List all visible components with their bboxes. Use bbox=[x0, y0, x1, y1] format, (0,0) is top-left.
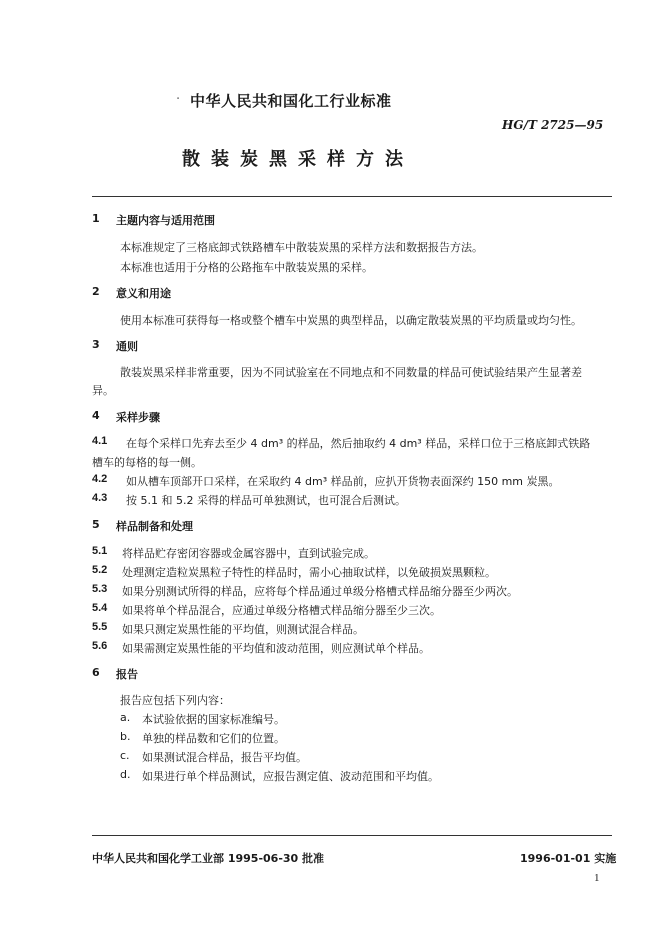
clause-number: 5.4 bbox=[92, 602, 108, 614]
clause-number: 5.5 bbox=[92, 621, 108, 633]
section-5-title: 样品制备和处理 bbox=[116, 520, 193, 533]
clause-number: 4.3 bbox=[92, 492, 108, 504]
list-marker: d. bbox=[120, 768, 131, 781]
section-4-number: 4 bbox=[92, 409, 100, 422]
section-3-line: 异。 bbox=[92, 384, 114, 397]
clause-number: 5.3 bbox=[92, 583, 108, 595]
section-6-title: 报告 bbox=[116, 668, 138, 681]
clause-text: 如果只测定炭黑性能的平均值，则测试混合样品。 bbox=[122, 623, 364, 636]
effective-date: 1996-01-01 实施 bbox=[520, 852, 617, 865]
page-number: 1 bbox=[594, 872, 600, 884]
clause-text: 槽车的每格的每一侧。 bbox=[92, 456, 202, 469]
clause-text: 如果分别测试所得的样品，应将每个样品通过单级分格槽式样品缩分器至少两次。 bbox=[122, 585, 518, 598]
clause-number: 4.1 bbox=[92, 435, 108, 447]
footer-divider bbox=[92, 835, 612, 836]
clause-number: 5.6 bbox=[92, 640, 108, 652]
report-intro: 报告应包括下列内容： bbox=[120, 694, 230, 707]
section-3-line: 散装炭黑采样非常重要，因为不同试验室在不同地点和不同数量的样品可使试验结果产生显著差 bbox=[120, 366, 582, 379]
section-4-title: 采样步骤 bbox=[116, 411, 160, 424]
clause-number: 4.2 bbox=[92, 473, 108, 485]
clause-text: 如果将单个样品混合，应通过单级分格槽式样品缩分器至少三次。 bbox=[122, 604, 441, 617]
header-divider bbox=[92, 196, 612, 197]
section-1-title: 主题内容与适用范围 bbox=[116, 214, 215, 227]
list-item: 如果进行单个样品测试，应报告测定值、波动范围和平均值。 bbox=[142, 770, 439, 783]
section-5-number: 5 bbox=[92, 518, 100, 531]
section-3-number: 3 bbox=[92, 338, 100, 351]
section-6-number: 6 bbox=[92, 666, 100, 679]
clause-text: 如从槽车顶部开口采样，在采取约 4 dm³ 样品前，应扒开货物表面深约 150 mm 炭黑。 bbox=[126, 475, 560, 488]
clause-number: 5.1 bbox=[92, 545, 108, 557]
clause-text: 按 5.1 和 5.2 采得的样品可单独测试，也可混合后测试。 bbox=[126, 494, 406, 507]
approval-line: 中华人民共和国化学工业部 1995-06-30 批准 bbox=[92, 852, 325, 865]
section-3-title: 通则 bbox=[116, 340, 138, 353]
document-title: 散装炭黑采样方法 bbox=[182, 149, 414, 170]
list-item: 单独的样品数和它们的位置。 bbox=[142, 732, 285, 745]
list-marker: c. bbox=[120, 749, 130, 762]
clause-text: 在每个采样口先弃去至少 4 dm³ 的样品，然后抽取约 4 dm³ 样品，采样口位于三格底卸式铁路 bbox=[126, 437, 591, 450]
clause-text: 将样品贮存密闭容器或金属容器中，直到试验完成。 bbox=[122, 547, 375, 560]
section-1-number: 1 bbox=[92, 212, 100, 225]
header-dot: · bbox=[176, 92, 181, 107]
section-2-title: 意义和用途 bbox=[116, 287, 171, 300]
clause-text: 处理测定造粒炭黑粒子特性的样品时，需小心抽取试样，以免破损炭黑颗粒。 bbox=[122, 566, 496, 579]
standard-category-title: 中华人民共和国化工行业标准 bbox=[190, 92, 392, 110]
list-item: 本试验依据的国家标准编号。 bbox=[142, 713, 285, 726]
list-item: 如果测试混合样品，报告平均值。 bbox=[142, 751, 307, 764]
clause-number: 5.2 bbox=[92, 564, 108, 576]
section-1-line: 本标准规定了三格底卸式铁路槽车中散装炭黑的采样方法和数据报告方法。 bbox=[120, 241, 483, 254]
list-marker: a. bbox=[120, 711, 131, 724]
section-2-line: 使用本标准可获得每一格或整个槽车中炭黑的典型样品，以确定散装炭黑的平均质量或均匀性。 bbox=[120, 314, 582, 327]
section-1-line: 本标准也适用于分格的公路拖车中散装炭黑的采样。 bbox=[120, 261, 373, 274]
section-2-number: 2 bbox=[92, 285, 100, 298]
list-marker: b. bbox=[120, 730, 131, 743]
clause-text: 如果需测定炭黑性能的平均值和波动范围，则应测试单个样品。 bbox=[122, 642, 430, 655]
standard-code: HG/T 2725—95 bbox=[502, 118, 604, 132]
